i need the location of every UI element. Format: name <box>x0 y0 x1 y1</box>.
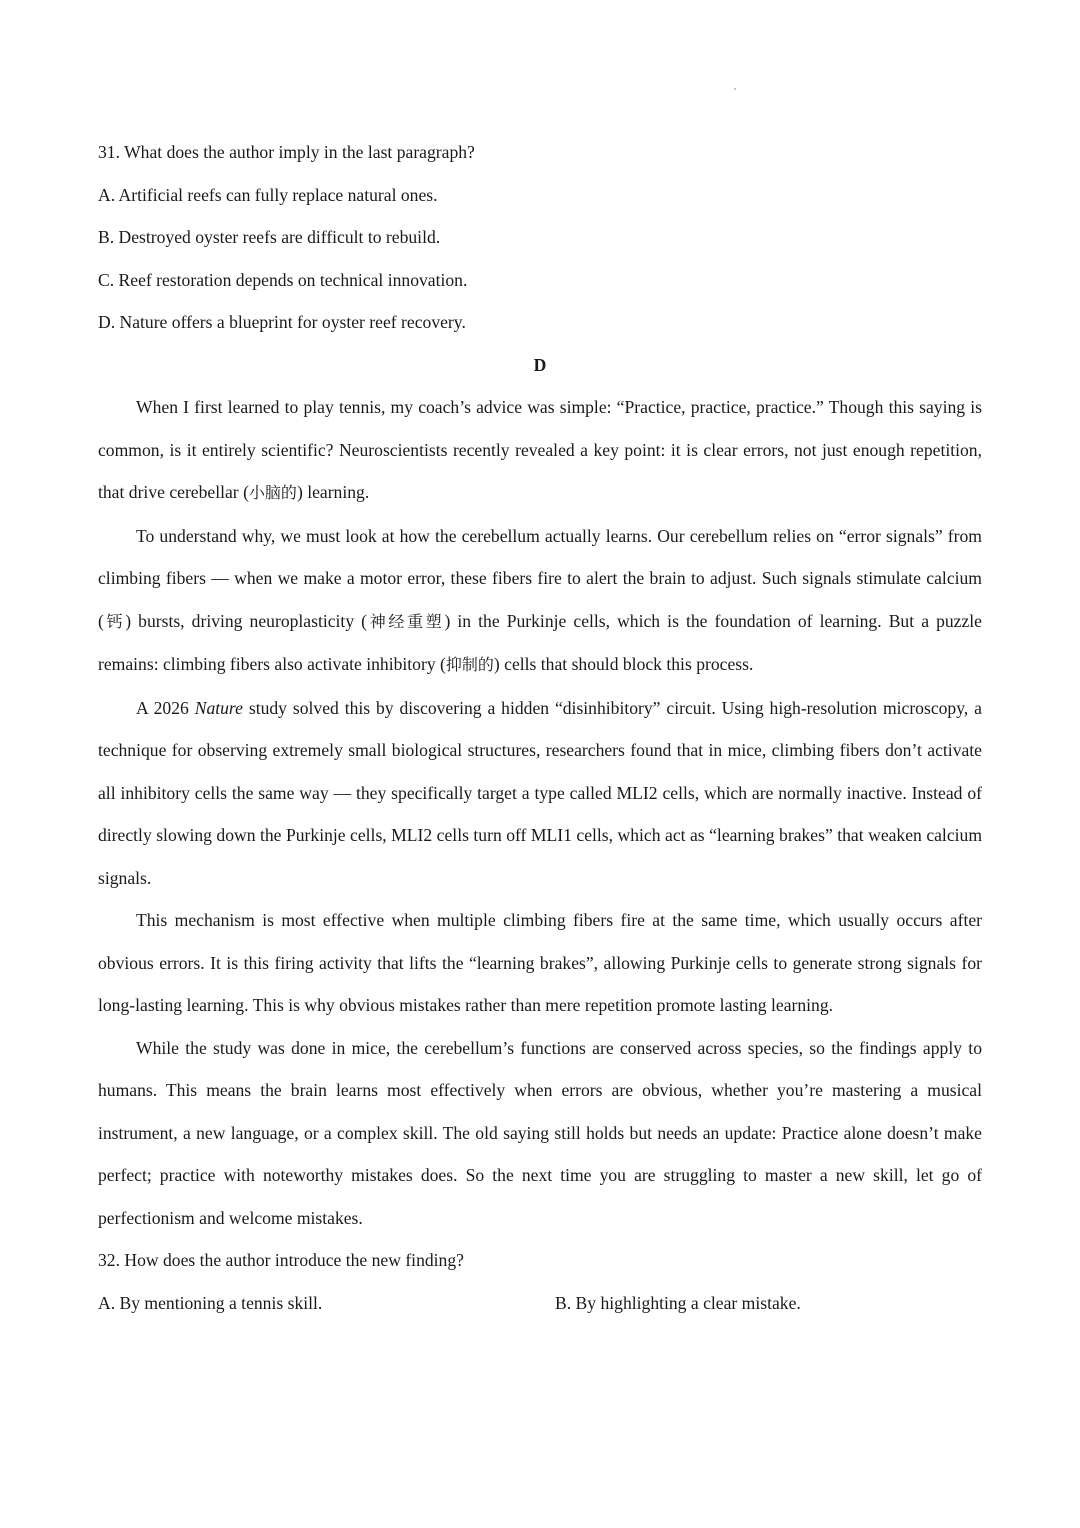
exam-page <box>98 131 982 1324</box>
question-31-option-b: B. Destroyed oyster reefs are difficult to rebuild. <box>98 227 441 247</box>
p1-text-b: ) learning. <box>296 482 370 502</box>
p3-text-b: study solved this by discovering a hidden “disinhibitory” circuit. Using high-resolution microscopy, a technique for observing extremely small biological structures, researchers found that in mice, climbing fibers don’t activate all inhibitory cells the same way — they specifically target a type called MLI2 cells, which are normally inactive. Instead of directly slowing down the Purkinje cells, MLI2 cells turn off MLI1 cells, which act as “learning brakes” that weaken calcium signals. <box>98 697 982 888</box>
p2-text-c: ) in the Purkinje cells, which is the foundation of learning. But a puzzle remains: climbing fibers also activate inhibitory ( <box>98 610 982 674</box>
p2-chinese-gloss-inhibitory: 抑制的 <box>445 655 494 674</box>
passage-paragraph-5: While the study was done in mice, the cerebellum’s functions are conserved across species, so the findings apply to humans. This means the brain learns most effectively when errors are obvious, whether you’re mastering a musical instrument, a new language, or a complex skill. The old saying still holds but needs an update: Practice alone doesn’t make perfect; practice with noteworthy mistakes does. So the next time you are struggling to master a new skill, let go of perfectionism and welcome mistakes. <box>98 1037 982 1228</box>
question-31-option-a: A. Artificial reefs can fully replace natural ones. <box>98 184 438 205</box>
p1-chinese-gloss: 小脑的 <box>248 483 297 502</box>
passage-paragraph-4: This mechanism is most effective when multiple climbing fibers fire at the same time, which usually occurs after obvious errors. It is this firing activity that lifts the “learning brakes”, allowing Purkinje cells to generate strong signals for long-lasting learning. This is why obvious mistakes rather than mere repetition promote lasting learning. <box>98 910 982 1015</box>
passage-paragraph-1 <box>98 386 982 515</box>
stray-dot <box>734 88 736 90</box>
p1-text-a: When I first learned to play tennis, my coach’s advice was simple: “Practice, practice, practice.” Though this saying is common, is it entirely scientific? Neuroscientists recently revealed a key point: it is clear errors, not just enough repetition, that drive cerebellar ( <box>98 397 982 502</box>
p2-text-a: To understand why, we must look at how the cerebellum actually learns. Our cerebellum relies on “error signals” from climbing fibers — when we make a motor error, these fibers fire to alert the brain to adjust. Such signals stimulate calcium ( <box>98 525 982 631</box>
question-32-options <box>98 1282 982 1325</box>
p2-text-d: ) cells that should block this process. <box>493 654 754 674</box>
journal-name: Nature <box>194 697 243 718</box>
p2-chinese-gloss-neuroplasticity: 神经重塑 <box>367 611 445 631</box>
question-31: 31. What does the author imply in the last paragraph? <box>98 142 475 162</box>
p2-chinese-gloss-calcium: 钙 <box>103 611 126 631</box>
question-32: 32. How does the author introduce the new finding? <box>98 1250 464 1270</box>
passage-paragraph-3 <box>98 687 982 900</box>
question-32-option-a: A. By mentioning a tennis skill. <box>98 1292 323 1313</box>
question-31-option-c: C. Reef restoration depends on technical innovation. <box>98 269 468 290</box>
passage-paragraph-2 <box>98 515 982 687</box>
question-31-option-d: D. Nature offers a blueprint for oyster reef recovery. <box>98 312 466 332</box>
section-heading: D <box>533 354 547 375</box>
p2-text-b: ) bursts, driving neuroplasticity ( <box>125 610 368 631</box>
question-32-option-b: B. By highlighting a clear mistake. <box>555 1292 801 1313</box>
p3-text-a: A 2026 <box>136 697 195 718</box>
